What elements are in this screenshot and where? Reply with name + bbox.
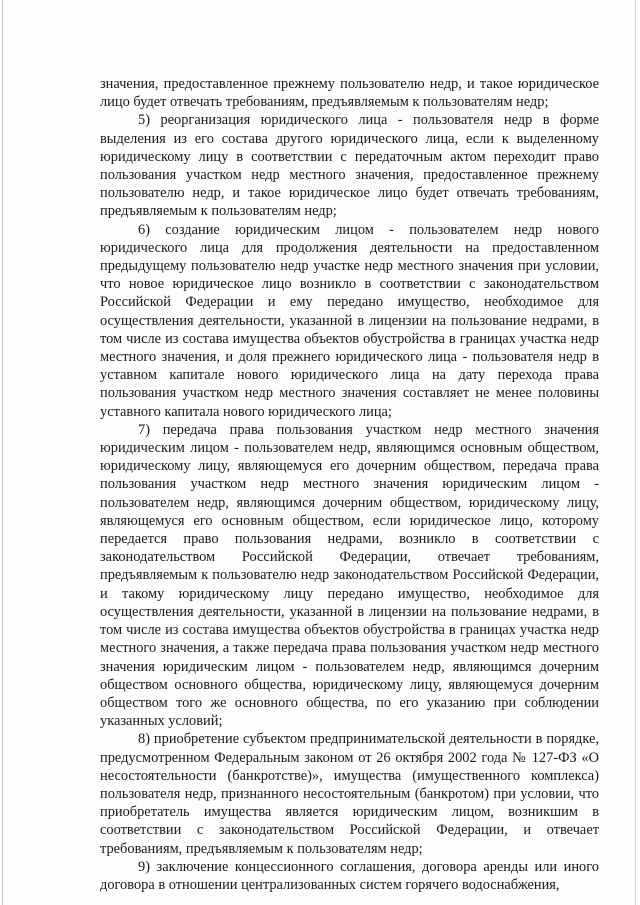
scan-edge-left [2, 0, 3, 905]
scan-edge-right [635, 0, 636, 905]
paragraph-item-9: 9) заключение концессионного соглашения, договора аренды или иного договора в отношении централизованных систем горячего водоснабжения, [100, 858, 599, 893]
paragraph-item-8: 8) приобретение субъектом предпринимательской деятельности в порядке, предусмотренном Федеральным законом от 26 октября 2002 года № 127-ФЗ «О несостоятельности (банкротстве)», имущества (имущественного комплекса) пользователя недр, признанного несостоятельным (банкротом) при условии, что приобретатель имущества является юридическим лицом, возникшим в соответствии с законодательством Российской Федерации, и отвечает требованиям, предъявляемым к пользователям недр; [100, 731, 599, 857]
paragraph-item-5: 5) реорганизация юридического лица - пользователя недр в форме выделения из его состава другого юридического лица, если к выделенному юридическому лицу в соответствии с передаточным актом переходит право пользования участком недр местного значения, предоставленное прежнему пользователю недр, и такое юридическое лицо будет отвечать требованиям, предъявляемым к пользователям недр; [100, 112, 599, 220]
paragraph-item-7: 7) передача права пользования участком недр местного значения юридическим лицом - пользователем недр, являющимся основным обществом, юридическому лицу, являющемуся его дочерним обществом, передача права пользования участком недр местного значения юридическим лицом - пользователем недр, являющимся дочерним обществом, юридическому лицу, являющемуся его основным обществом, если юридическое лицо, которому передается право пользования недрами, возникло в соответствии с законодательством Российской Федерации, отвечает требованиям, предъявляемым к пользователю недр законодательством Российской Федерации, и такому юридическому лицу передано имущество, необходимое для осуществления деятельности, указанной в лицензии на пользование недрами, в том числе из состава имущества объектов обустройства в границах участка недр местного значения, а также передача права пользования участком недр местного значения юридическим лицом - пользователем недр, являющимся дочерним обществом основного общества, юридическому лицу, являющемуся дочерним обществом того же основного общества, по его указанию при соблюдении указанных условий; [100, 421, 599, 730]
paragraph-item-6: 6) создание юридическим лицом - пользователем недр нового юридического лица для продолжения деятельности на предоставленном предыдущему пользователю недр участке недр местного значения при условии, что новое юридическое лицо возникло в соответствии с законодательством Российской Федерации и ему передано имущество, необходимое для осуществления деятельности, указанной в лицензии на пользование недрами, в том числе из состава имущества объектов обустройства в границах участка недр местного значения, и доля прежнего юридического лица - пользователя недр в уставном капитале нового юридического лица на дату перехода права пользования участком недр местного значения составляет не менее половины уставного капитала нового юридического лица; [100, 221, 599, 420]
paragraph-continuation: значения, предоставленное прежнему пользователю недр, и такое юридическое лицо будет отвечать требованиям, предъявляемым к пользователям недр; [100, 76, 599, 111]
document-body [100, 75, 599, 894]
